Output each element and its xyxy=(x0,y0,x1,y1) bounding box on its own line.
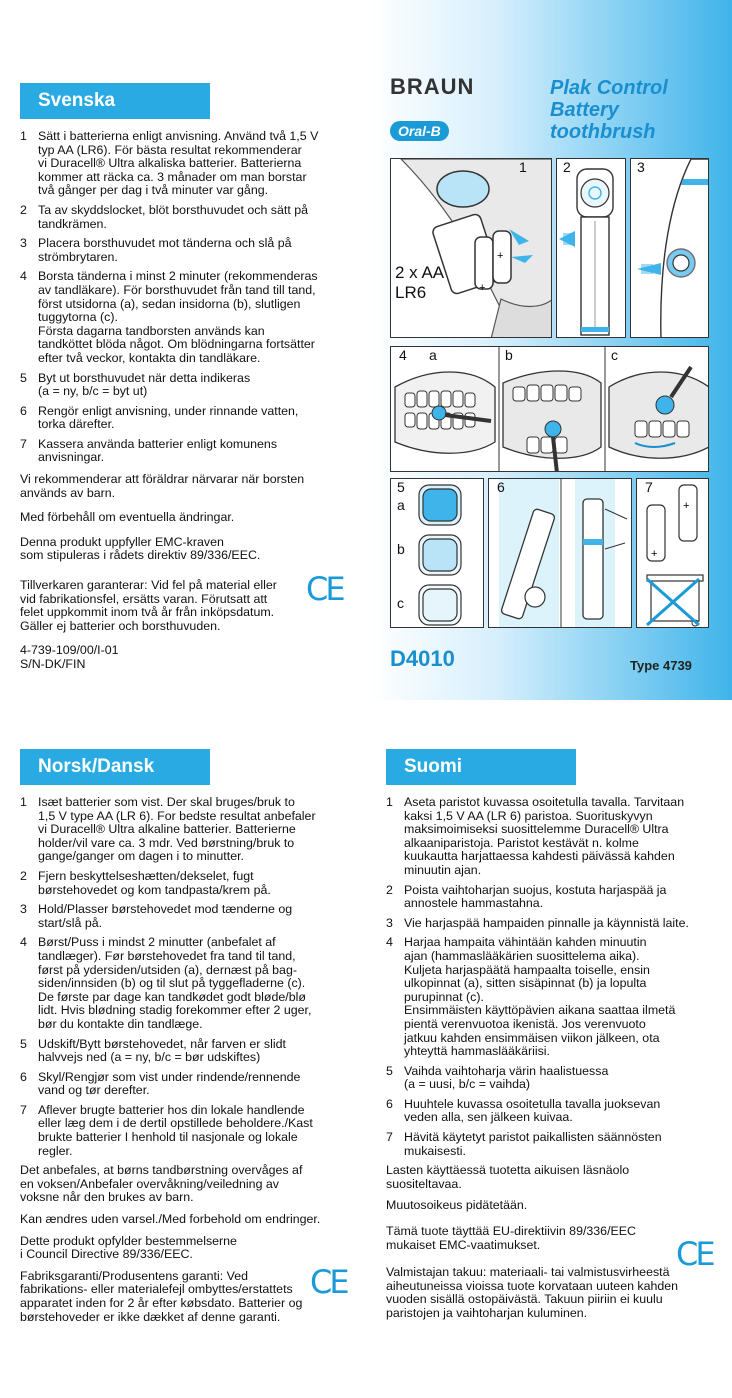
svg-text:+: + xyxy=(651,548,658,560)
step-item xyxy=(20,936,360,1031)
step-number: 5 xyxy=(20,370,27,385)
model-number: D4010 xyxy=(390,646,455,671)
figure-label-5a: a xyxy=(397,497,405,513)
step-item xyxy=(20,1104,360,1158)
svg-text:+: + xyxy=(683,500,690,512)
norsk-steps-list xyxy=(20,796,360,1158)
figure-panel-3-handle xyxy=(630,158,709,338)
step-number: 3 xyxy=(20,236,27,251)
step-number: 6 xyxy=(386,1096,393,1111)
step-number: 4 xyxy=(386,935,393,950)
step-text: Børst/Puss i mindst 2 minutter (anbefalet af tandlæger). Før børstehovedet fra tand til tand, først på ydersiden/utsiden (a), dernæst på bag- siden/innsiden (b) og til slut på tyggefladerne (c). De første par dage kan tandkødet godt bløde/blø lidt. Hvis blødning stadig forekommer efter 2 uger, bør du kontakte din tandlæge. xyxy=(38,935,312,1031)
step-number: 3 xyxy=(386,915,393,930)
step-item xyxy=(386,917,716,931)
step-item xyxy=(386,884,716,911)
suomi-emc-note: Tämä tuote täyttää EU-direktiivin 89/336/EEC mukaiset EMC-vaatimukset. xyxy=(386,1224,636,1252)
step-text: Udskift/Bytt børstehovedet, når farven er slidt halvvejs ned (a = ny, b/c = bør udskiftes) xyxy=(38,1036,286,1065)
step-text: Kassera använda batterier enligt komunens anvisningar. xyxy=(38,436,278,465)
ce-mark-icon: CE xyxy=(676,1235,713,1273)
suomi-steps-list xyxy=(386,796,716,1158)
section-heading-svenska: Svenska xyxy=(20,83,210,119)
figure-panel-4-brushing xyxy=(390,346,709,472)
brush-head-illustration xyxy=(557,159,626,338)
step-number: 4 xyxy=(20,269,27,284)
step-text: Aflever brugte batterier hos din lokale handlende eller læg dem i de dertil opstillede beholdere./Kast brukte batterier I henhold til nasjonale og lokale regler. xyxy=(38,1102,313,1158)
step-item xyxy=(20,870,360,897)
step-item xyxy=(386,796,716,878)
step-text: Sätt i batterierna enligt anvisning. Använd två 1,5 V typ AA (LR6). För bästa resultat rekommenderar vi Duracell® Ultra alkaliska batterier. Batterierna kommer att räcka ca. 3 månader om man borstar två gånger per dag i två minuter var gång. xyxy=(38,129,319,198)
step-item xyxy=(20,1038,360,1065)
figure-label-4c: c xyxy=(611,347,618,363)
step-text: Ta av skyddslocket, blöt borsthuvudet och sätt på tandkrämen. xyxy=(38,202,308,231)
oral-b-logo: Oral-B xyxy=(390,121,449,141)
ce-mark-icon: CE xyxy=(306,570,343,608)
ce-mark-icon: CE xyxy=(310,1263,347,1301)
step-text: Vaihda vaihtoharja värin haalistuessa (a = uusi, b/c = vaihda) xyxy=(404,1063,609,1092)
suomi-changes-note: Muutosoikeus pidätetään. xyxy=(386,1198,528,1213)
figure-label-4a: a xyxy=(429,347,437,363)
step-text: Byt ut borsthuvudet när detta indikeras (a = ny, b/c = byt ut) xyxy=(38,370,251,399)
step-text: Poista vaihtoharjan suojus, kostuta harjaspää ja annostele hammastahna. xyxy=(404,882,667,911)
step-number: 6 xyxy=(20,403,27,418)
battery-disposal-illustration xyxy=(637,479,709,628)
step-item xyxy=(20,204,360,231)
norsk-changes-note: Kan ændres uden varsel./Med forbehold om endringer. xyxy=(20,1212,321,1227)
figure-panel-7-disposal xyxy=(636,478,709,628)
step-number: 7 xyxy=(20,1102,27,1117)
figure-label-2: 2 xyxy=(563,159,571,175)
step-number: 3 xyxy=(20,902,27,917)
step-number: 1 xyxy=(20,129,27,143)
svenska-warranty: Tillverkaren garanterar: Vid fel på material eller vid fabrikationsfel, ersätts varan. Förutsatt att felet uppkommit inom två år från inköpsdatum. Gäller ej batterier och borsthuvuden. xyxy=(20,578,277,633)
figure-label-5b: b xyxy=(397,541,405,557)
figure-panel-2-brush-head xyxy=(556,158,626,338)
step-text: Fjern beskyttelseshætten/dekselet, fugt børstehovedet og kom tandpasta/krem på. xyxy=(38,868,271,897)
battery-type-label: 2 x AA LR6 xyxy=(395,263,445,302)
step-item xyxy=(386,936,716,1058)
step-text: Rengör enligt anvisning, under rinnande vatten, torka därefter. xyxy=(38,403,299,432)
step-text: Harjaa hampaita vähintään kahden minuutin ajan (hammaslääkärien suosittelema aika). Kuljeta harjaspäätä hampaalta toiselle, ensin ulkopinnat (a), sitten sisäpinnat (b) ja lopulta purupinnat (c). Ensimmäisten käyttöpävien aikana saattaa ilmetä pientä verenvuotoa ikenistä. Jos verenvuoto jatkuu kahden ensimmäisen viikon jälkeen, ota yhteyttä hammaslääkäriisi. xyxy=(404,935,676,1059)
step-number: 6 xyxy=(20,1069,27,1084)
step-item xyxy=(20,405,360,432)
step-item xyxy=(20,1071,360,1098)
step-item xyxy=(386,1131,716,1158)
figure-label-1: 1 xyxy=(519,159,527,175)
svenska-steps-list xyxy=(20,130,360,465)
document-code: 4-739-109/00/I-01 S/N-DK/FIN xyxy=(20,643,119,671)
figure-label-5: 5 xyxy=(397,479,405,495)
section-heading-suomi: Suomi xyxy=(386,749,576,785)
figure-label-7: 7 xyxy=(645,479,653,495)
product-title: Plak Control Battery toothbrush xyxy=(550,77,668,143)
battery-insertion-illustration xyxy=(391,159,552,338)
suomi-parents-note: Lasten käyttäessä tuotetta aikuisen läsnäolo suositeltavaa. xyxy=(386,1163,630,1191)
braun-logo: BRAUN xyxy=(390,74,475,99)
section-heading-norsk-dansk: Norsk/Dansk xyxy=(20,749,210,785)
figure-panel-5-brush-wear xyxy=(390,478,484,628)
svenska-parents-note: Vi rekommenderar att föräldrar närvarar när borsten används av barn. xyxy=(20,472,305,500)
step-text: Huuhtele kuvassa osoitetulla tavalla juoksevan veden alla, sen jälkeen kuivaa. xyxy=(404,1096,661,1125)
step-item xyxy=(386,1098,716,1125)
figure-panel-1-batteries xyxy=(390,158,552,338)
figure-label-5c: c xyxy=(397,595,404,611)
brushing-technique-illustration xyxy=(391,347,709,472)
svenska-emc-note: Denna produkt uppfyller EMC-kraven som stipuleras i rådets direktiv 89/336/EEC. xyxy=(20,534,261,563)
step-item xyxy=(20,372,360,399)
toothbrush-handle-illustration xyxy=(631,159,709,338)
step-number: 4 xyxy=(20,935,27,950)
svg-text:+: + xyxy=(479,282,486,294)
step-text: Hold/Plasser børstehovedet mod tænderne og start/slå på. xyxy=(38,902,293,930)
rinsing-illustration xyxy=(489,479,632,628)
step-number: 1 xyxy=(386,795,393,809)
figure-label-4: 4 xyxy=(399,347,407,363)
norsk-warranty: Fabriksgaranti/Produsentens garanti: Ved fabrikations- eller materialefejl ombyttes/erstattets apparatet inden for 2 år efter købsdato. Batterier og børstehoveder er ikke dækket af denne garanti. xyxy=(20,1268,303,1324)
svenska-changes-note: Med förbehåll om eventuella ändringar. xyxy=(20,510,235,525)
suomi-warranty: Valmistajan takuu: materiaali- tai valmistusvirheestä aiheutuneissa vioissa tuote korvataan uuteen kahden vuoden sisällä ostopäivästä. Takuun piiriin ei kuulu paristojen ja vaihtoharjan kuluminen. xyxy=(386,1265,679,1320)
step-number: 5 xyxy=(20,1036,27,1051)
suomi-column xyxy=(386,796,716,1332)
norsk-column xyxy=(20,796,360,1335)
step-number: 2 xyxy=(386,882,393,897)
step-text: Vie harjaspää hampaiden pinnalle ja käynnistä laite. xyxy=(404,915,689,930)
step-text: Skyl/Rengjør som vist under rindende/rennende vand og tør derefter. xyxy=(38,1069,301,1098)
step-item xyxy=(20,438,360,465)
svg-text:+: + xyxy=(497,250,504,262)
step-text: Hävitä käytetyt paristot paikallisten säännösten mukaisesti. xyxy=(404,1130,662,1158)
type-number: Type 4739 xyxy=(630,658,692,673)
step-number: 2 xyxy=(20,868,27,883)
figure-label-4b: b xyxy=(505,347,513,363)
figure-label-6: 6 xyxy=(497,479,505,495)
step-item xyxy=(20,796,360,864)
figure-label-3: 3 xyxy=(637,159,645,175)
step-number: 7 xyxy=(386,1130,393,1145)
step-number: 7 xyxy=(20,436,27,451)
step-item xyxy=(20,270,360,365)
step-number: 2 xyxy=(20,202,27,217)
step-text: Borsta tänderna i minst 2 minuter (rekommenderas av tandläkare). För borsthuvudet från tand till tand, först utsidorna (a), sedan insidorna (b), slutligen tuggytorna (c). Första dagarna tandborsten används kan tandköttet blöda något. Om blödningarna fortsätter efter två veckor, kontakta din tandläkare. xyxy=(38,269,318,365)
step-text: Isæt batterier som vist. Der skal bruges/bruk to 1,5 V type AA (LR 6). For bedste resultat anbefaler vi Duracell® Ultra alkaline batterier. Batterierne holder/vil vare ca. 3 mdr. Ved børstning/bruk to gange/ganger om dagen i to minutter. xyxy=(38,795,316,864)
step-item xyxy=(386,1065,716,1092)
norsk-emc-note: Dette produkt opfylder bestemmelserne i Council Directive 89/336/EEC. xyxy=(20,1233,237,1262)
step-number: 1 xyxy=(20,795,27,809)
norsk-parents-note: Det anbefales, at børns tandbørstning overvåges af en voksen/Anbefaler overvåkning/veiledning av voksne når den brukes av barn. xyxy=(20,1163,303,1205)
step-number: 5 xyxy=(386,1063,393,1078)
step-item xyxy=(20,130,360,198)
step-item xyxy=(20,903,360,930)
step-text: Aseta paristot kuvassa osoitetulla tavalla. Tarvitaan kaksi 1,5 V AA (LR 6) paristoa. Suorituskyvyn maksimoimiseksi suosittelemme Duracell® Ultra alkaaniparistoja. Paristot kestävät n. kolme kuukautta harjattaessa kahdesti päivässä kahden minuutin ajan. xyxy=(404,795,685,877)
step-item xyxy=(20,237,360,264)
figure-panel-6-rinsing xyxy=(488,478,632,628)
step-text: Placera borsthuvudet mot tänderna och slå på strömbrytaren. xyxy=(38,236,292,264)
